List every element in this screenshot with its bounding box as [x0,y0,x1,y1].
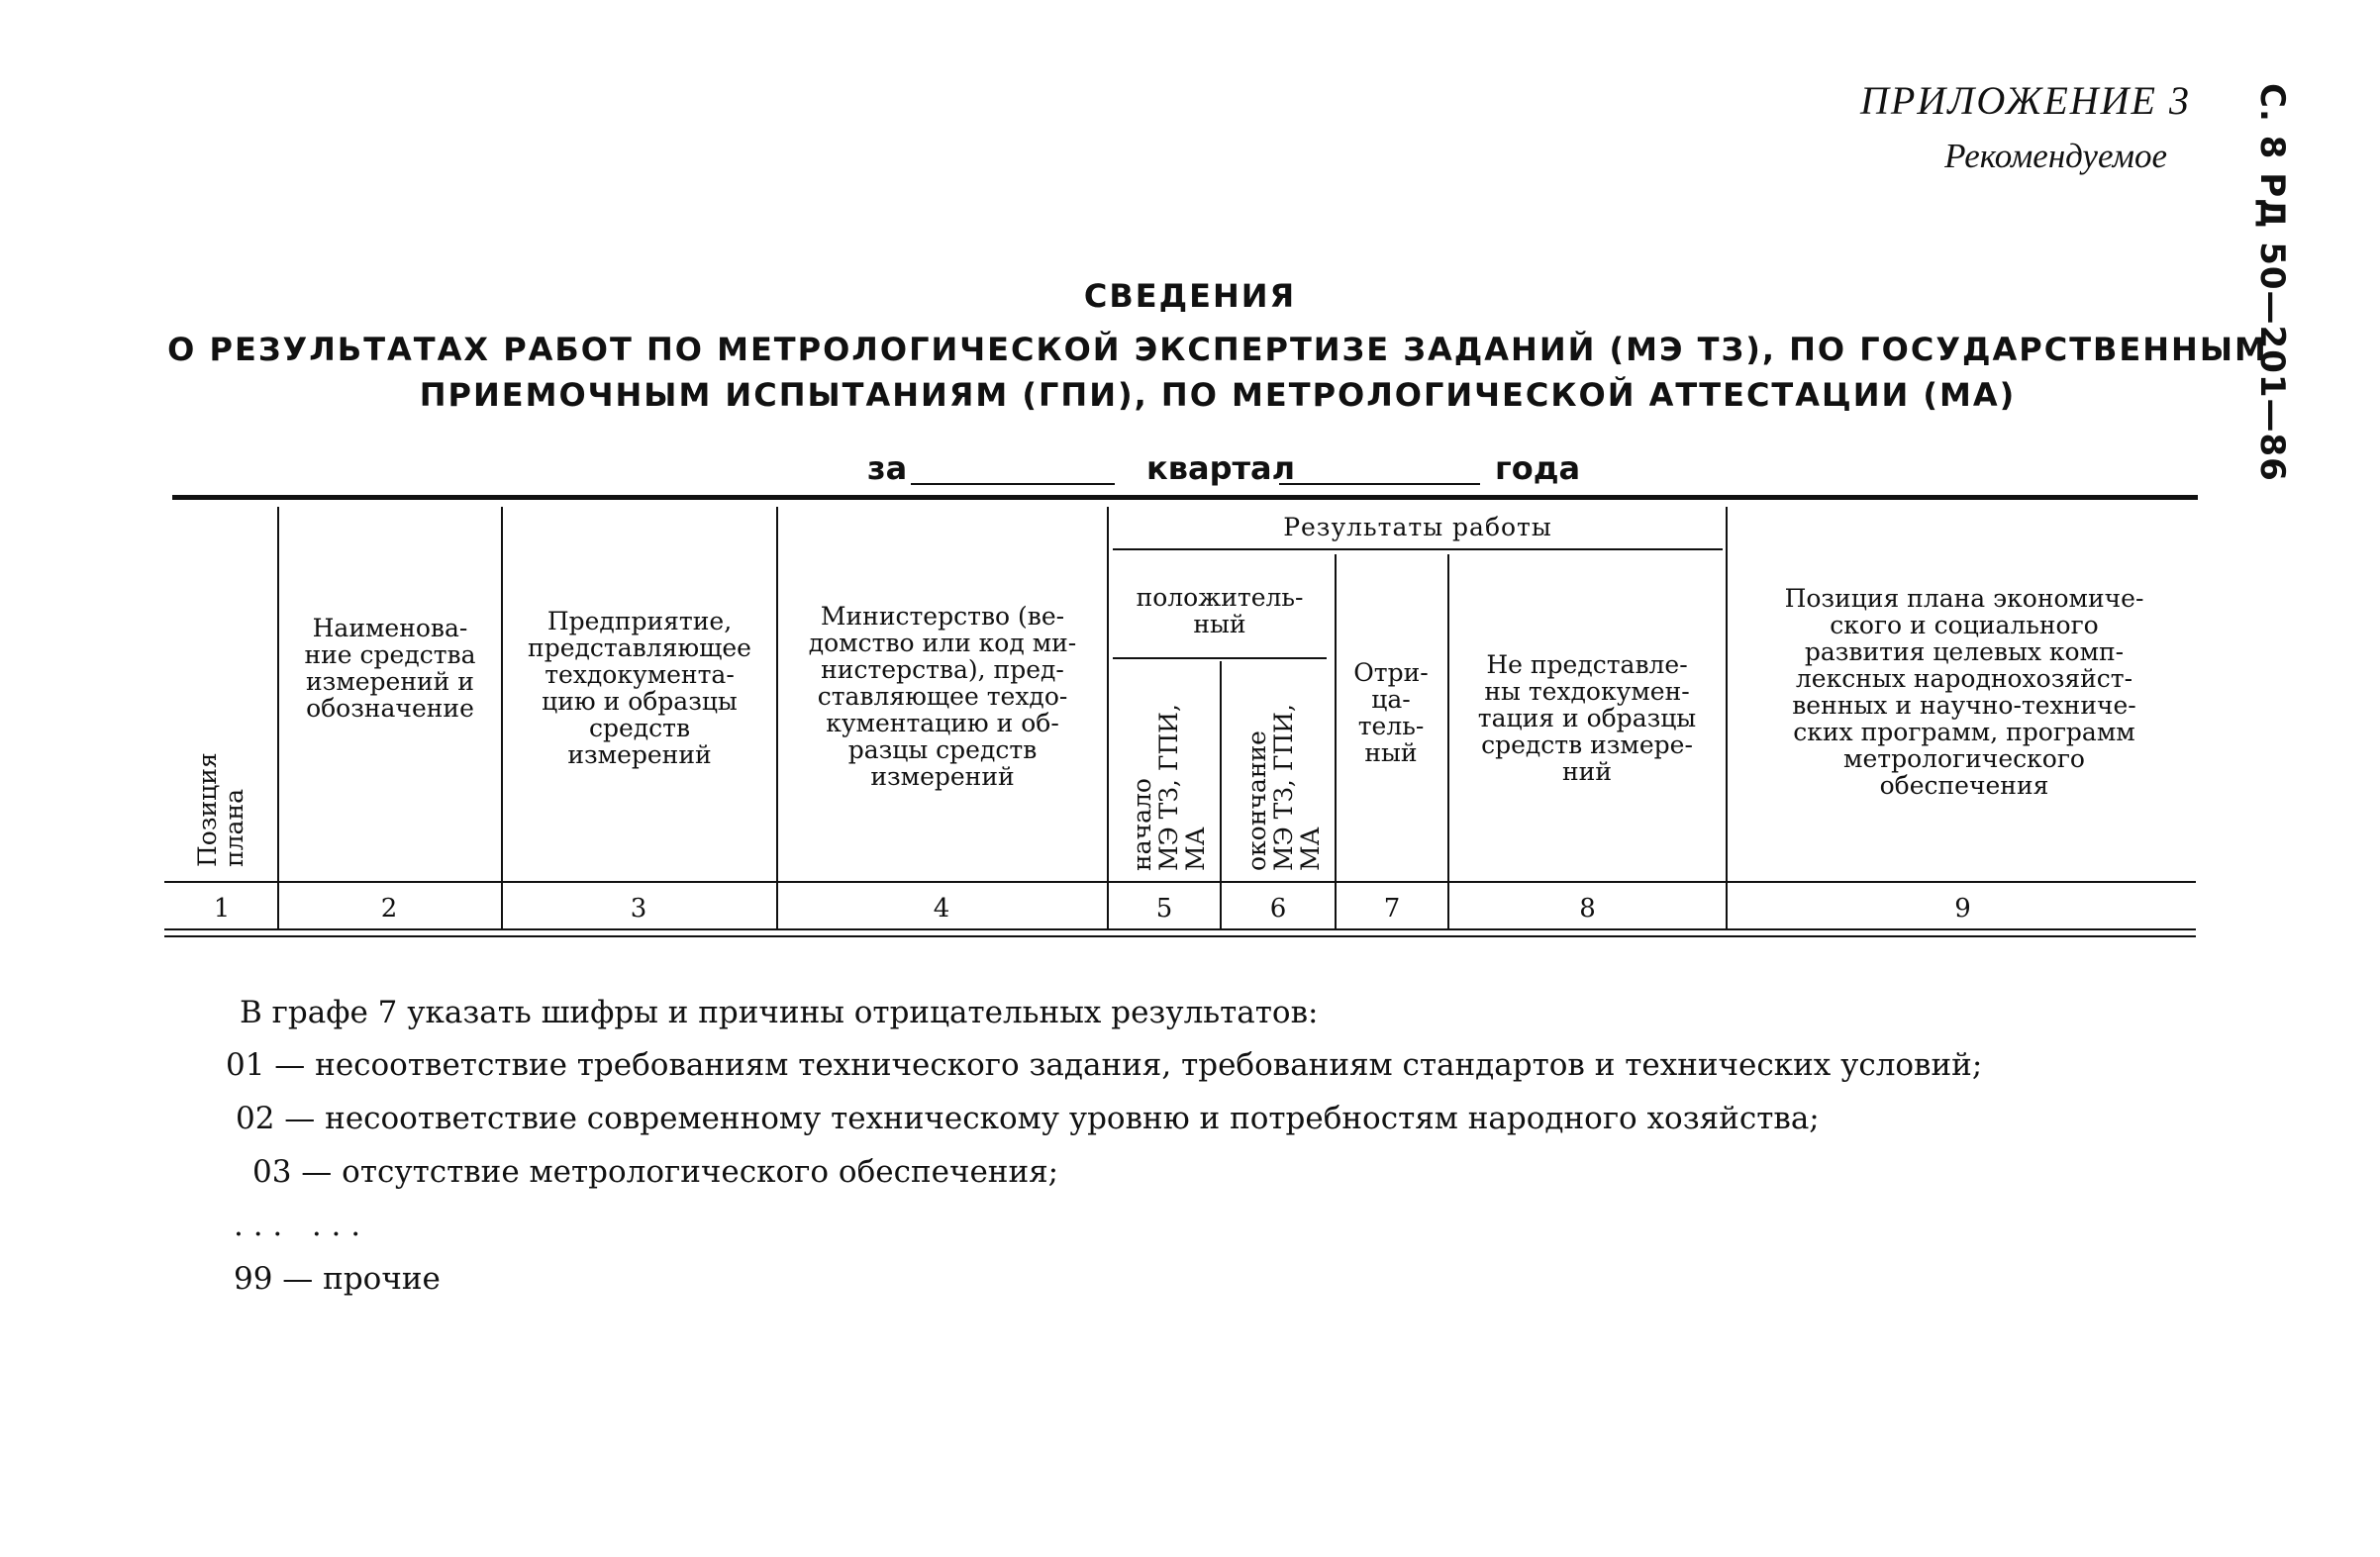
positive-header: положитель- ный [1136,583,1304,638]
col-number-9: 9 [1954,894,1971,924]
col-divider-3 [776,507,778,928]
col6-header: окончание МЭ ТЗ, ГПИ, МА [1242,704,1325,871]
col2-header: Наименова- ние средства измерений и обозначение [304,614,476,723]
reporting-period [0,449,2380,489]
col-number-2: 2 [380,894,398,924]
title-line-3: ПРИЕМОЧНЫМ ИСПЫТАНИЯМ (ГПИ), ПО МЕТРОЛОГИЧЕСКОЙ АТТЕСТАЦИИ (МА) [419,376,2017,414]
note-item-02: 02 — несоответствие современному техническому уровню и потребностям народного хозяйства; [236,1101,1820,1136]
title-line-1: СВЕДЕНИЯ [1083,277,1297,315]
title-line-2: О РЕЗУЛЬТАТАХ РАБОТ ПО МЕТРОЛОГИЧЕСКОЙ ЭКСПЕРТИЗЕ ЗАДАНИЙ (МЭ ТЗ), ПО ГОСУДАРСТВЕННЫМ [167,331,2268,368]
results-header: Результаты работы [1283,512,1552,541]
col4-header: Министерство (ве- домство или код ми- нистерства), пред- ставляющее техдо- кументацию и об- разцы средств измерений [808,601,1077,791]
document-code-text: С. 8 РД 50—201—86 [2252,83,2292,482]
col3-header: Предприятие, представляющее техдокумента- цию и образцы средств измерений [528,607,751,769]
note-item-99: 99 — прочие [234,1261,441,1297]
recommended-label: Рекомендуемое [1944,137,2167,175]
quarter-blank[interactable] [911,483,1115,485]
period-za: за [867,449,908,487]
col7-header: Отри- ца- тель- ный [1353,658,1429,767]
note-ellipsis: . . . . . . [234,1208,361,1243]
year-blank[interactable] [1279,483,1480,485]
col9-header: Позиция плана экономиче- ского и социального развития целевых комп- лексных народнохозяйст- венных и научно-техниче- ских программ, программ метрологического обеспечения [1784,584,2144,800]
numbers-rule-2 [164,935,2196,937]
note-intro: В графе 7 указать шифры и причины отрицательных результатов: [240,995,1319,1030]
note-item-01: 01 — несоответствие требованиям технического задания, требованиям стандартов и технических условий; [226,1047,1983,1083]
note-item-03: 03 — отсутствие метрологического обеспечения; [252,1154,1059,1190]
col-number-7: 7 [1383,894,1401,924]
col-number-3: 3 [630,894,647,924]
col-number-5: 5 [1155,894,1173,924]
period-kvartal: квартал [1146,449,1296,487]
col5-header: начало МЭ ТЗ, ГПИ, МА [1128,704,1210,871]
positive-underline [1113,657,1327,659]
col-divider-7 [1447,554,1449,928]
col-divider-8 [1726,507,1728,928]
col-number-4: 4 [933,894,950,924]
col-number-8: 8 [1579,894,1596,924]
col1-header: Позиция плана [193,752,248,867]
col-divider-2 [501,507,503,928]
col-divider-4 [1107,507,1109,928]
results-underline [1113,548,1723,550]
appendix-label: ПРИЛОЖЕНИЕ 3 [1860,78,2191,123]
col8-header: Не представле- ны техдокумен- тация и образцы средств измере- ний [1477,649,1697,786]
col-number-1: 1 [213,894,231,924]
numbers-rule-1 [164,928,2196,930]
col-divider-1 [277,507,279,928]
header-bottom-rule [164,881,2196,883]
col-number-6: 6 [1269,894,1287,924]
period-goda: года [1495,449,1581,487]
table-top-rule [172,495,2198,500]
